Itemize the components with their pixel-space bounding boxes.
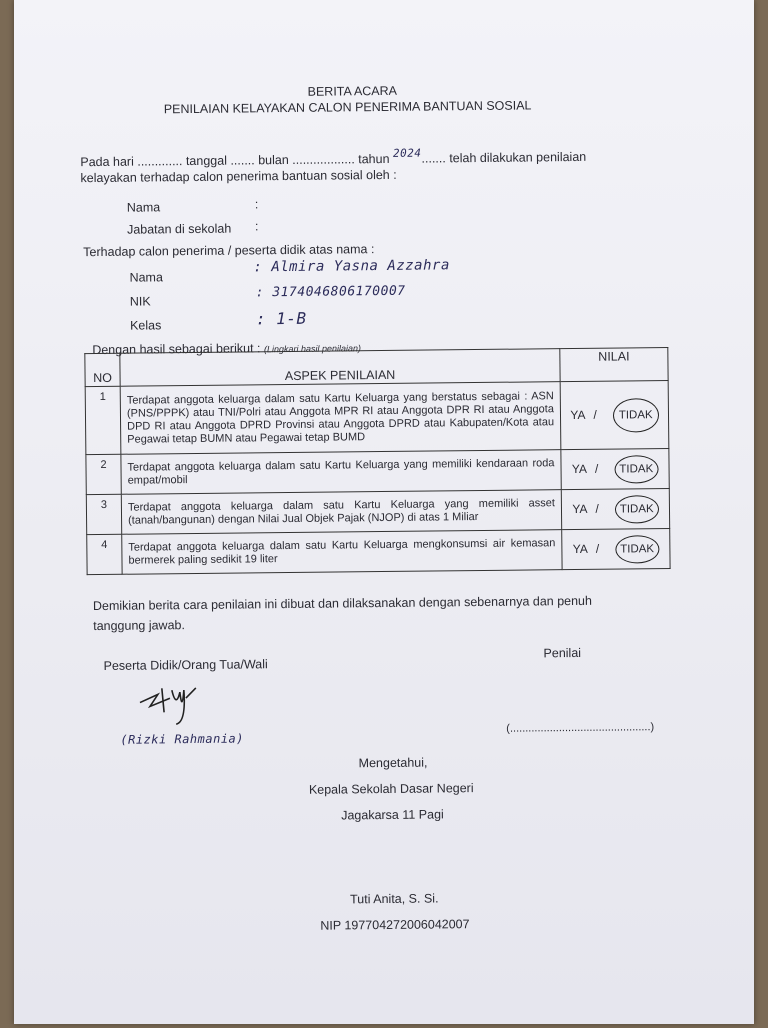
tidak-option-circled[interactable]: TIDAK [615, 495, 659, 523]
acknowledge-label: Mengetahui, [358, 755, 428, 771]
table-row [85, 381, 669, 455]
recipient-name-label: Nama [129, 270, 163, 285]
recipient-nik-value: : 3174046806170007 [255, 283, 406, 301]
option-separator: / [594, 461, 599, 476]
col-nilai-header: NILAI [560, 348, 668, 382]
assessor-name-label: Nama [126, 200, 161, 215]
col-no-header: NO [85, 353, 120, 386]
doc-title: BERITA ACARA [307, 83, 398, 99]
signature-scribble [136, 678, 206, 727]
school-name: Jagakarsa 11 Pagi [341, 807, 444, 823]
table-row [86, 449, 669, 495]
doc-subtitle: PENILAIAN KELAYAKAN CALON PENERIMA BANTUAN SOSIAL [163, 98, 532, 117]
intro-year-handwritten: 2024 [392, 146, 422, 160]
assessor-position-colon: : [254, 219, 259, 234]
table-row [87, 529, 670, 575]
recipient-name-value: : Almira Yasna Azzahra [253, 257, 450, 276]
intro-date-text: Pada hari ............. tanggal ....... bulan .................. tahun [80, 151, 390, 170]
table-row [86, 489, 669, 535]
row-number: 4 [87, 534, 122, 574]
row-aspect-text: Terdapat anggota keluarga dalam satu Kartu Keluarga mengkonsumsi air kemasan bermerek paling sedikit 19 liter [122, 530, 562, 575]
recipient-heading: Terhadap calon penerima / peserta didik atas nama : [83, 242, 375, 260]
signer-right-name-placeholder: (..............................................) [506, 721, 655, 735]
recipient-class-label: Kelas [129, 318, 162, 333]
tidak-option-circled[interactable]: TIDAK [615, 535, 659, 563]
signer-left-label: Peserta Didik/Orang Tua/Wali [103, 657, 268, 673]
ya-option[interactable]: YA [572, 501, 588, 516]
tidak-option-circled[interactable]: TIDAK [614, 455, 658, 483]
ya-option[interactable]: YA [571, 461, 588, 476]
option-separator: / [595, 541, 600, 556]
row-value [560, 381, 669, 450]
signer-left-name: (Rizki Rahmania) [120, 731, 245, 747]
results-note: (Lingkari hasil penilaian) [263, 343, 362, 355]
row-value [562, 529, 670, 570]
closing-line-1: Demikian berita cara penilaian ini dibuat dan dilaksanakan dengan sebenarnya dan penuh [92, 593, 592, 614]
option-separator: / [595, 501, 599, 516]
recipient-class-value: : 1-B [255, 308, 307, 329]
intro-line-2: kelayakan terhadap calon penerima bantuan sosial oleh : [80, 167, 397, 186]
principal-name: Tuti Anita, S. Si. [349, 891, 439, 907]
row-aspect-text: Terdapat anggota keluarga dalam satu Kartu Keluarga yang berstatus sebagai : ASN (PNS/PPPK) atau TNI/Polri atau Anggota MPR RI atau Anggota DPR RI atau Anggota DPD RI atau Anggota DPRD Provinsi atau Anggota DPRD atau Kabupaten/Kota atau Pegawai tetap BUMN atau Pegawai tetap BUMD [120, 382, 561, 455]
principal-position: Kepala Sekolah Dasar Negeri [308, 781, 474, 797]
results-heading-text: Dengan hasil sebagai berikut : [92, 341, 261, 358]
intro-date-text-end: telah dilakukan penilaian [449, 149, 587, 166]
col-aspek-header: ASPEK PENILAIAN [120, 349, 560, 387]
closing-line-2: tanggung jawab. [93, 618, 185, 634]
row-aspect-text: Terdapat anggota keluarga dalam satu Kartu Keluarga yang memiliki asset (tanah/bangunan) dengan Nilai Jual Objek Pajak (NJOP) di atas 1 Miliar [121, 490, 561, 535]
principal-nip: NIP 197704272006042007 [320, 917, 470, 933]
assessor-position-label: Jabatan di sekolah [126, 221, 232, 237]
ya-option[interactable]: YA [572, 541, 588, 556]
ya-option[interactable]: YA [570, 407, 586, 422]
recipient-nik-label: NIK [129, 294, 151, 309]
signer-right-label: Penilai [543, 645, 582, 661]
row-number: 3 [86, 494, 121, 534]
option-separator: / [593, 407, 597, 422]
row-value [561, 449, 669, 490]
row-value [561, 489, 669, 530]
assessor-name-colon: : [254, 197, 259, 212]
row-number: 2 [86, 454, 121, 494]
intro-date-line: Pada hari ............. tanggal ....... bulan .................. tahun 2024....... telah dilakukan penilaian [80, 146, 587, 170]
tidak-option-circled[interactable]: TIDAK [613, 398, 659, 432]
row-number: 1 [85, 386, 121, 454]
assessment-table [84, 347, 670, 575]
row-aspect-text: Terdapat anggota keluarga dalam satu Kartu Keluarga yang memiliki kendaraan roda empat/mobil [121, 450, 561, 495]
